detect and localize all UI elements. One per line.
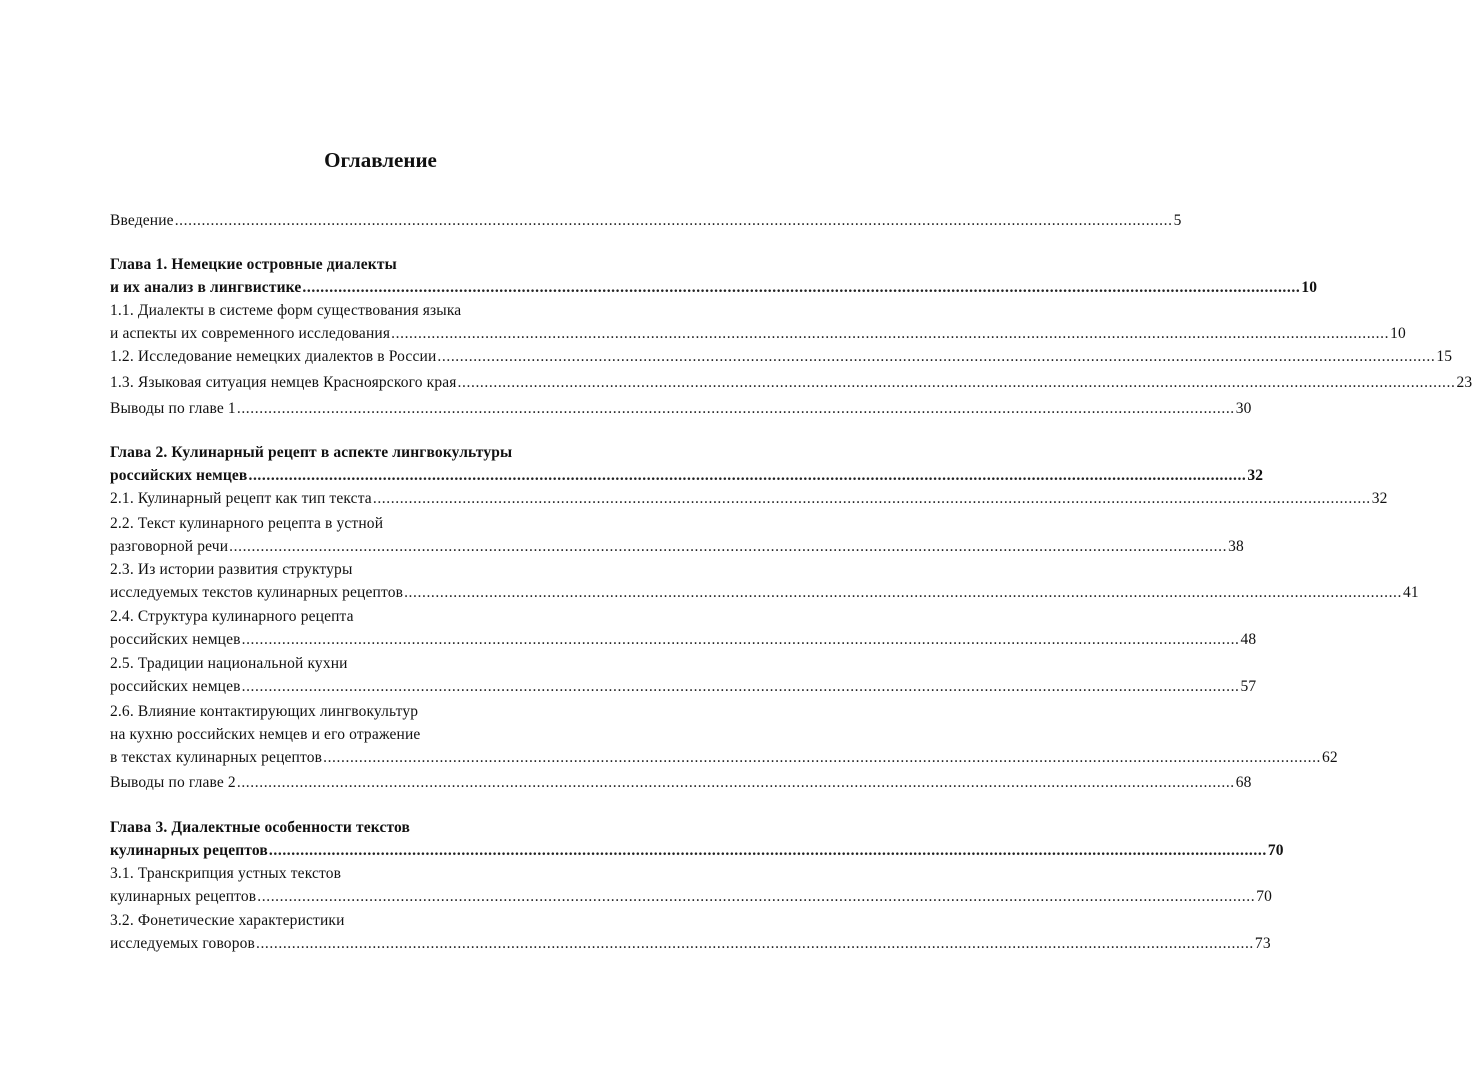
toc-page-number: 23 xyxy=(1456,374,1472,391)
toc-entry-title: на кухню российских немцев и его отражение xyxy=(110,726,421,743)
toc-entry-line xyxy=(110,278,1318,298)
toc-dot-leader: ............................................................................................................................................................................................................................... xyxy=(437,348,1436,365)
toc-entry-title: 2.5. Традиции национальной кухни xyxy=(110,655,348,672)
toc-page-number: 41 xyxy=(1403,584,1419,601)
toc-entry-line xyxy=(110,607,652,627)
toc-entry-line xyxy=(110,654,652,674)
toc-dot-leader: ............................................................................................................................................................................................................................... xyxy=(372,490,1371,507)
toc-dot-leader: ............................................................................................................................................................................................................................... xyxy=(257,888,1256,905)
toc-entry-title: Выводы по главе 1 xyxy=(110,400,236,417)
toc-page-number: 30 xyxy=(1235,400,1252,417)
toc-dot-leader: ............................................................................................................................................................................................................................... xyxy=(391,325,1390,342)
toc-page-number: 62 xyxy=(1322,749,1338,766)
toc-entry-title: российских немцев xyxy=(110,678,241,695)
toc-entry-title: кулинарных рецептов xyxy=(110,888,257,905)
toc-page-number: 32 xyxy=(1247,467,1264,484)
toc-dot-leader: ............................................................................................................................................................................................................................... xyxy=(302,279,1301,296)
toc-dot-leader: ............................................................................................................................................................................................................................... xyxy=(255,935,1254,952)
toc-entry-title: Глава 3. Диалектные особенности текстов xyxy=(110,819,411,836)
toc-entry-line xyxy=(110,301,652,321)
toc-entry-line xyxy=(110,514,652,534)
toc-page-number: 57 xyxy=(1240,678,1257,695)
toc-page-number: 68 xyxy=(1235,774,1252,791)
toc-entry-title: кулинарных рецептов xyxy=(110,842,268,859)
toc-entry-title: 3.1. Транскрипция устных текстов xyxy=(110,865,342,882)
toc-page-number: 48 xyxy=(1240,631,1257,648)
toc-entry-line xyxy=(110,911,652,931)
toc-entry-line xyxy=(110,466,1264,486)
toc-entry-line xyxy=(110,373,1472,393)
toc-entry-line xyxy=(110,489,1388,509)
page-title: Оглавление xyxy=(324,148,437,172)
toc-page-number: 70 xyxy=(1256,888,1273,905)
toc-entry-line xyxy=(110,443,652,463)
toc-entry-title: разговорной речи xyxy=(110,538,229,555)
toc-entry-title: 2.4. Структура кулинарного рецепта xyxy=(110,608,354,625)
toc-entry-line xyxy=(110,818,652,838)
toc-entry-title: Выводы по главе 2 xyxy=(110,774,236,791)
toc-page-number: 70 xyxy=(1267,842,1284,859)
toc-entry-title: российских немцев xyxy=(110,631,241,648)
toc-dot-leader: ............................................................................................................................................................................................................................... xyxy=(323,749,1322,766)
toc-entry-title: и аспекты их современного исследования xyxy=(110,325,391,342)
toc-entry-title: 2.2. Текст кулинарного рецепта в устной xyxy=(110,515,384,532)
toc-page-number: 10 xyxy=(1390,325,1406,342)
toc-entry-title: Глава 1. Немецкие островные диалекты xyxy=(110,256,397,273)
toc-dot-leader: ............................................................................................................................................................................................................................... xyxy=(241,678,1240,695)
toc-dot-leader: ............................................................................................................................................................................................................................... xyxy=(229,538,1228,555)
toc-page-number: 73 xyxy=(1254,935,1271,952)
toc-entry-line xyxy=(110,887,1273,907)
toc-entry-title: российских немцев xyxy=(110,467,248,484)
toc-dot-leader: ............................................................................................................................................................................................................................... xyxy=(268,842,1267,859)
toc-entry-title: и их анализ в лингвистике xyxy=(110,279,302,296)
toc-entry-line xyxy=(110,211,1182,231)
toc-entry-line xyxy=(110,560,652,580)
toc-dot-leader: ............................................................................................................................................................................................................................... xyxy=(236,400,1235,417)
toc-entry-line xyxy=(110,537,1244,557)
toc-entry-title: 3.2. Фонетические характеристики xyxy=(110,912,345,929)
toc-entry-line xyxy=(110,725,652,745)
toc-dot-leader: ............................................................................................................................................................................................................................... xyxy=(457,374,1456,391)
toc-dot-leader: ............................................................................................................................................................................................................................... xyxy=(236,774,1235,791)
toc-entry-title: в текстах кулинарных рецептов xyxy=(110,749,323,766)
toc-entry-line xyxy=(110,934,1271,954)
toc-entry-title: исследуемых говоров xyxy=(110,935,255,952)
toc-dot-leader: ............................................................................................................................................................................................................................... xyxy=(174,212,1173,229)
toc-entry-title: исследуемых текстов кулинарных рецептов xyxy=(110,584,404,601)
toc-dot-leader: ............................................................................................................................................................................................................................... xyxy=(248,467,1247,484)
toc-entry-line xyxy=(110,748,1338,768)
toc-entry-line xyxy=(110,324,1406,344)
toc-entry-line xyxy=(110,583,1419,603)
toc-dot-leader: ............................................................................................................................................................................................................................... xyxy=(404,584,1403,601)
toc-entry-line xyxy=(110,864,652,884)
toc-entry-title: 2.6. Влияние контактирующих лингвокультур xyxy=(110,703,419,720)
toc-entry-line xyxy=(110,773,1252,793)
toc-page-number: 38 xyxy=(1228,538,1244,555)
toc-entry-title: 1.2. Исследование немецких диалектов в России xyxy=(110,348,437,365)
toc-entry-line xyxy=(110,630,1257,650)
toc-entry-line xyxy=(110,677,1257,697)
toc-entry-title: 2.1. Кулинарный рецепт как тип текста xyxy=(110,490,372,507)
toc-entry-line xyxy=(110,399,1252,419)
toc-entry-title: 1.3. Языковая ситуация немцев Красноярского края xyxy=(110,374,457,391)
toc-entry-line xyxy=(110,255,652,275)
toc-entry-line xyxy=(110,702,652,722)
toc-entry-title: 1.1. Диалекты в системе форм существования языка xyxy=(110,302,462,319)
toc-page-number: 15 xyxy=(1436,348,1453,365)
toc-entry-title: Введение xyxy=(110,212,174,229)
toc-entry-title: Глава 2. Кулинарный рецепт в аспекте лингвокультуры xyxy=(110,444,513,461)
toc-entry-title: 2.3. Из истории развития структуры xyxy=(110,561,353,578)
toc-page-number: 10 xyxy=(1301,279,1318,296)
toc-entry-line xyxy=(110,841,1284,861)
toc-dot-leader: ............................................................................................................................................................................................................................... xyxy=(241,631,1240,648)
toc-entry-line xyxy=(110,347,1453,367)
toc-page-number: 32 xyxy=(1371,490,1388,507)
toc-page-number: 5 xyxy=(1173,212,1182,229)
